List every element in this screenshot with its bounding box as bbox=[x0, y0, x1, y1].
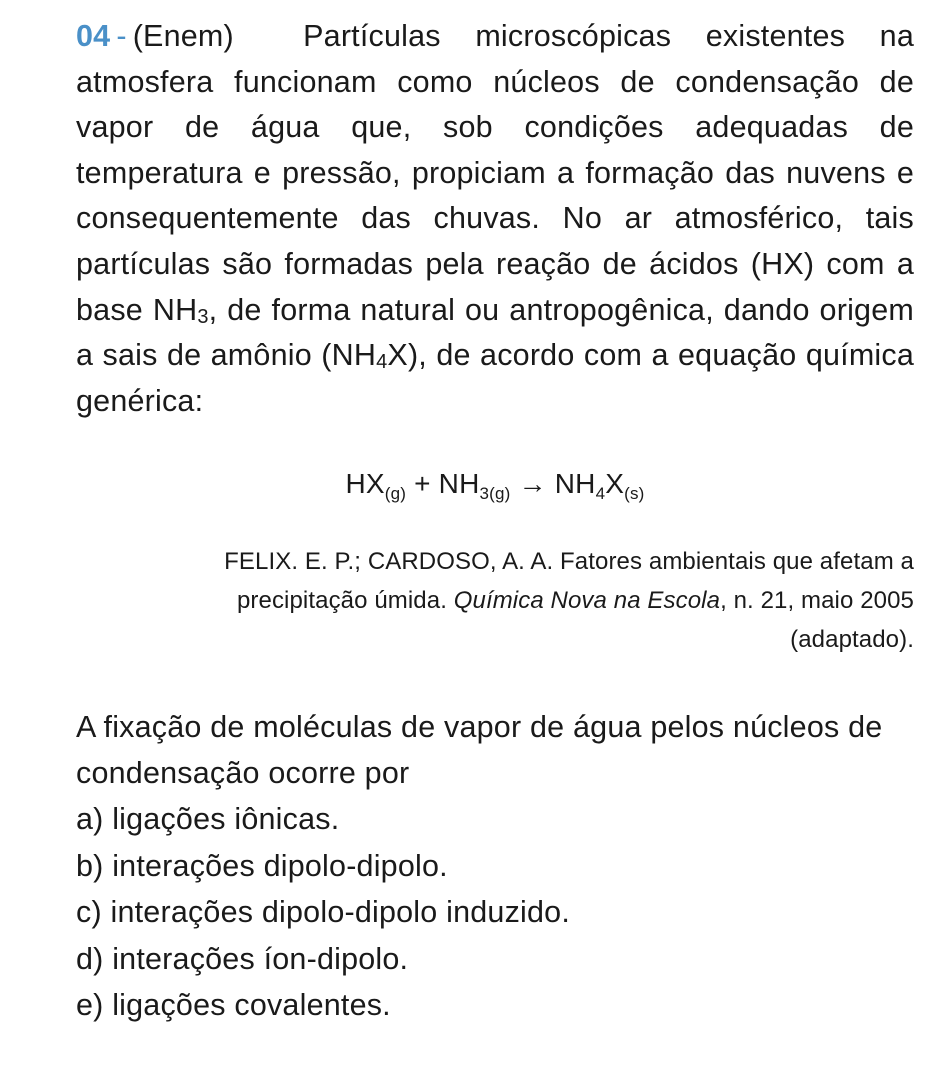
citation-line2-before: precipitação úmida. bbox=[236, 587, 454, 615]
eq-product-state: (s) bbox=[624, 484, 645, 504]
eq-reactant1: HX bbox=[345, 468, 385, 500]
eq-plus: + bbox=[414, 468, 431, 500]
option-c[interactable]: c) interações dipolo-dipolo induzido. bbox=[76, 895, 570, 930]
subscript-nh3: 3 bbox=[197, 305, 209, 328]
question-number: 04 bbox=[76, 19, 111, 53]
eq-reactant2: NH bbox=[438, 468, 480, 500]
citation-line2 bbox=[76, 581, 914, 620]
eq-arrow: → bbox=[518, 468, 547, 500]
citation-line3: (adaptado). bbox=[790, 626, 914, 654]
question-text-part1: Partículas microscópicas existentes na atmosfera funcionam como núcleos de condensação de vapor de água que, sob condições adequadas de temperatura e pressão, propiciam a formação das nuvens e consequentemente das chuvas. No ar atmosférico, tais partículas são formadas pela reação de ácidos (HX) com a base NH bbox=[76, 19, 914, 327]
citation-journal: Química Nova na Escola bbox=[453, 587, 721, 615]
option-a[interactable]: a) ligações iônicas. bbox=[76, 802, 340, 837]
question-statement bbox=[76, 14, 914, 424]
option-e[interactable]: e) ligações covalentes. bbox=[76, 988, 391, 1023]
subscript-nh4: 4 bbox=[376, 351, 388, 374]
question-source: (Enem) bbox=[132, 19, 234, 53]
eq-reactant1-state: (g) bbox=[384, 484, 407, 504]
question-text-part3: X), de acordo com a equação química genérica: bbox=[76, 338, 915, 418]
answer-options bbox=[76, 796, 914, 1029]
question-prompt: A fixação de moléculas de vapor de água pelos núcleos de condensação ocorre por bbox=[76, 710, 883, 791]
eq-product-x: X bbox=[605, 468, 625, 500]
citation-line2-after: , n. 21, maio 2005 bbox=[720, 587, 914, 615]
eq-reactant2-sub: 3(g) bbox=[479, 484, 511, 504]
eq-product: NH bbox=[554, 468, 596, 500]
question-text-part2: , de forma natural ou antropogênica, dando origem a sais de amônio (NH bbox=[76, 292, 914, 373]
question-container bbox=[76, 14, 914, 1029]
eq-product-sub: 4 bbox=[595, 484, 606, 504]
chemical-equation bbox=[76, 464, 914, 504]
citation bbox=[76, 542, 914, 659]
option-d[interactable]: d) interações íon-dipolo. bbox=[76, 941, 409, 976]
option-b[interactable]: b) interações dipolo-dipolo. bbox=[76, 848, 448, 883]
question-dash: - bbox=[116, 19, 127, 53]
citation-line1: FELIX. E. P.; CARDOSO, A. A. Fatores ambientais que afetam a bbox=[224, 548, 914, 576]
